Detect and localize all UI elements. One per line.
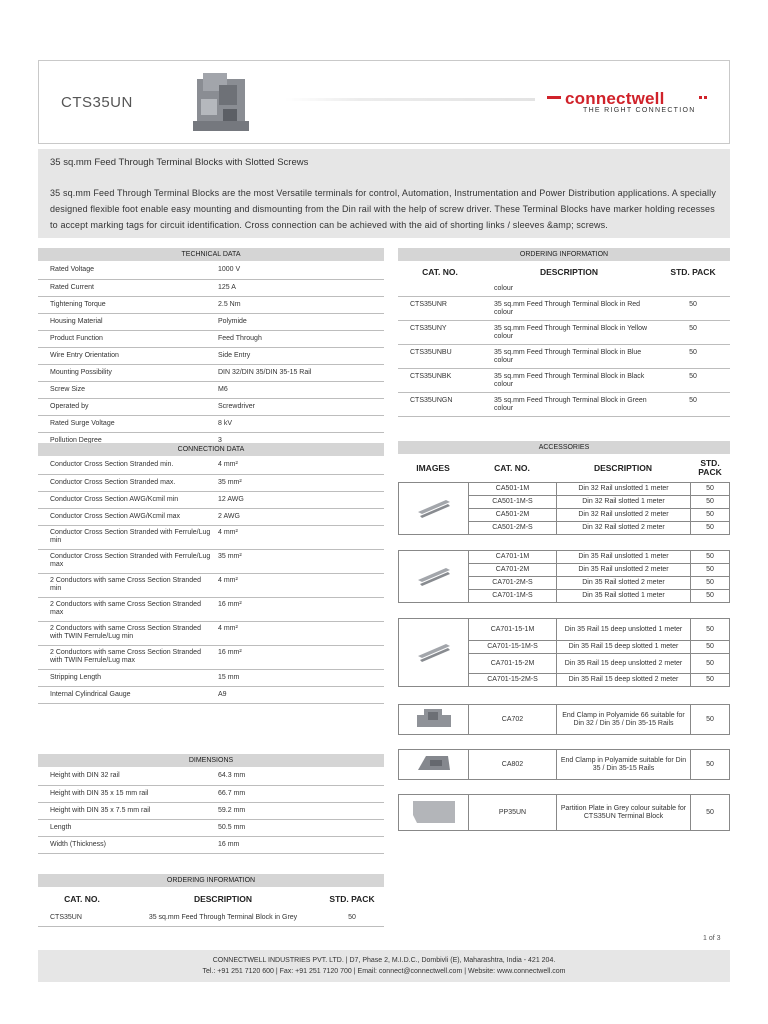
page-number: 1 of 3 — [703, 935, 721, 942]
col-images: IMAGES — [416, 463, 450, 473]
cell-desc: Din 32 Rail slotted 2 meter — [557, 522, 691, 535]
row-label: Height with DIN 35 x 7.5 mm rail — [38, 802, 212, 819]
connection-data-header: CONNECTION DATA — [38, 443, 384, 456]
row-value: 2.5 Nm — [212, 296, 384, 313]
table-row — [398, 392, 730, 416]
cell-pack: 50 — [691, 509, 730, 522]
cell-cat: CA701-1M-S — [469, 590, 557, 603]
col-std-pack: STD. PACK — [670, 267, 716, 277]
row-value: 16 mm — [212, 836, 384, 853]
row-label: Screw Size — [38, 381, 212, 398]
end-clamp-image — [399, 750, 469, 780]
cell-pack: 50 — [691, 483, 730, 496]
row-label: Stripping Length — [38, 669, 212, 686]
cell-pack: 50 — [691, 564, 730, 577]
cell-pack: 50 — [689, 348, 697, 356]
description-title: 35 sq.mm Feed Through Terminal Blocks with Slotted Screws — [50, 157, 309, 168]
row-label: Product Function — [38, 330, 212, 347]
product-code: CTS35UN — [61, 94, 133, 111]
row-value: Polymide — [212, 313, 384, 330]
table-row — [38, 836, 384, 853]
table-row — [38, 645, 384, 669]
row-value: 4 mm² — [212, 525, 384, 549]
table-row — [38, 364, 384, 381]
table-row — [38, 525, 384, 549]
table-row — [399, 483, 730, 496]
cell-cat: CTS35UNBK — [410, 372, 452, 380]
cell-cat: CA701-1M — [469, 551, 557, 564]
table-row — [399, 551, 730, 564]
row-label: Pollution Degree — [38, 432, 212, 449]
ordering-right-header: ORDERING INFORMATION — [398, 248, 730, 261]
col-description: DESCRIPTION — [193, 894, 253, 904]
table-row — [38, 573, 384, 597]
description-box — [38, 149, 730, 238]
table-row — [38, 669, 384, 686]
header-box — [38, 60, 730, 144]
terminal-block-image — [189, 69, 253, 135]
cell-pack: 50 — [689, 396, 697, 404]
cell-desc: 35 sq.mm Feed Through Terminal Block in Blue colour — [494, 348, 642, 364]
row-label: 2 Conductors with same Cross Section Stranded max — [38, 597, 212, 621]
table-row — [38, 474, 384, 491]
cell-pack: 50 — [691, 551, 730, 564]
table-row — [38, 802, 384, 819]
col-std-pack: STD. PACK — [698, 458, 722, 477]
cell-cat: CA701-15-1M-S — [469, 641, 557, 654]
cell-cat: CA701-15-2M-S — [469, 674, 557, 687]
cell-cat: CA501-1M-S — [469, 496, 557, 509]
table-row — [38, 457, 384, 474]
row-value: 66.7 mm — [212, 785, 384, 802]
table-row — [398, 368, 730, 392]
row-value: M6 — [212, 381, 384, 398]
row-value: 50.5 mm — [212, 819, 384, 836]
cell-desc: Din 32 Rail slotted 1 meter — [557, 496, 691, 509]
row-value: Feed Through — [212, 330, 384, 347]
col-std-pack: STD. PACK — [329, 894, 375, 904]
cell-cat: CA701-15-1M — [469, 619, 557, 641]
table-row — [38, 262, 384, 279]
table-row — [38, 313, 384, 330]
cell-cat: CTS35UNBU — [410, 348, 452, 356]
cell-pack: 50 — [691, 590, 730, 603]
cell-pack: 50 — [691, 522, 730, 535]
cell-desc: Din 35 Rail unslotted 1 meter — [557, 551, 691, 564]
cell-desc: Din 32 Rail unslotted 1 meter — [557, 483, 691, 496]
cell-pack: 50 — [691, 674, 730, 687]
din-rail-image — [399, 619, 469, 687]
row-value: Screwdriver — [212, 398, 384, 415]
partition-plate-image — [399, 795, 469, 831]
ordering-left-table — [38, 889, 384, 927]
row-label: Rated Voltage — [38, 262, 212, 279]
accessory-group-din32 — [398, 482, 730, 535]
row-label: 2 Conductors with same Cross Section Stranded with TWIN Ferrule/Lug min — [38, 621, 212, 645]
row-label: Conductor Cross Section AWG/Kcmil max — [38, 508, 212, 525]
table-row — [38, 415, 384, 432]
row-label: Height with DIN 35 x 15 mm rail — [38, 785, 212, 802]
lead-colour-text: colour — [494, 285, 514, 293]
cell-desc: 35 sq.mm Feed Through Terminal Block in Yellow colour — [494, 324, 648, 340]
row-label: Conductor Cross Section Stranded with Ferrule/Lug min — [38, 525, 212, 549]
table-row — [38, 491, 384, 508]
table-row — [38, 508, 384, 525]
cell-pack: 50 — [691, 577, 730, 590]
cell-desc: Din 35 Rail slotted 2 meter — [557, 577, 691, 590]
cell-desc: Din 35 Rail 15 deep slotted 1 meter — [557, 641, 691, 654]
accessory-group-din35 — [398, 550, 730, 603]
row-value: DIN 32/DIN 35/DIN 35-15 Rail — [212, 364, 384, 381]
ordering-left-header: ORDERING INFORMATION — [38, 874, 384, 887]
table-row: CTS35UN 35 sq.mm Feed Through Terminal Block in Grey 50 — [38, 909, 384, 926]
cell-cat: CA701-15-2M — [469, 654, 557, 674]
accessory-ca702: CA702 End Clamp in Polyamide 66 suitable for Din 32 / Din 35 / Din 35-15 Rails 50 — [398, 704, 730, 735]
technical-data-header: TECHNICAL DATA — [38, 248, 384, 261]
cell-desc: Din 35 Rail unslotted 2 meter — [557, 564, 691, 577]
cell-cat: CA701-2M — [469, 564, 557, 577]
cell-cat: CA501-1M — [469, 483, 557, 496]
cell-desc: Din 35 Rail 15 deep unslotted 2 meter — [557, 654, 691, 674]
cell-pack: 50 — [691, 654, 730, 674]
row-label: Height with DIN 32 rail — [38, 768, 212, 785]
cell-cat: CTS35UNY — [410, 324, 447, 332]
row-label: Mounting Possibility — [38, 364, 212, 381]
row-value: 64.3 mm — [212, 768, 384, 785]
col-cat-no: CAT. NO. — [64, 894, 100, 904]
accessory-pp35un: PP35UN Partition Plate in Grey colour suitable for CTS35UN Terminal Block 50 — [398, 794, 730, 831]
cell-desc: Din 35 Rail 15 deep unslotted 1 meter — [557, 619, 691, 641]
table-row — [398, 320, 730, 344]
table-row — [38, 330, 384, 347]
cell-desc: Din 35 Rail 15 deep slotted 2 meter — [557, 674, 691, 687]
dimensions-header: DIMENSIONS — [38, 754, 384, 767]
row-label: Housing Material — [38, 313, 212, 330]
col-cat-no: CAT. NO. — [422, 267, 458, 277]
row-value: 16 mm² — [212, 645, 384, 669]
row-value: 59.2 mm — [212, 802, 384, 819]
cell-pack: 50 — [691, 496, 730, 509]
cell-pack: 50 — [691, 619, 730, 641]
row-value: 125 A — [212, 279, 384, 296]
company-logo — [547, 89, 727, 119]
row-value: 35 mm² — [212, 474, 384, 491]
row-label: Wire Entry Orientation — [38, 347, 212, 364]
table-row — [38, 381, 384, 398]
row-value: A9 — [212, 686, 384, 703]
row-label: Conductor Cross Section AWG/Kcmil min — [38, 491, 212, 508]
dimensions-table — [38, 768, 384, 854]
accessories-column-headers — [398, 456, 730, 480]
footer-contact: Tel.: +91 251 7120 600 | Fax: +91 251 7120 700 | Email: connect@connectwell.com | Website: www.connectwell.com — [202, 968, 566, 975]
cell-cat: CA701-2M-S — [469, 577, 557, 590]
cell-cat: CTS35UNGN — [410, 396, 453, 404]
table-row — [398, 296, 730, 320]
cell-desc: 35 sq.mm Feed Through Terminal Block in Red colour — [494, 300, 641, 316]
row-label: Conductor Cross Section Stranded max. — [38, 474, 212, 491]
footer — [38, 950, 730, 982]
din-rail-image — [399, 483, 469, 535]
row-label: Tightening Torque — [38, 296, 212, 313]
col-description: DESCRIPTION — [593, 463, 653, 473]
table-row — [38, 785, 384, 802]
cell-cat: CA501-2M — [469, 509, 557, 522]
row-value: 4 mm² — [212, 621, 384, 645]
logo-tagline: THE RIGHT CONNECTION — [583, 107, 696, 114]
col-description: DESCRIPTION — [539, 267, 599, 277]
accessories-header: ACCESSORIES — [398, 441, 730, 454]
row-value: 15 mm — [212, 669, 384, 686]
row-label: Operated by — [38, 398, 212, 415]
row-value: 16 mm² — [212, 597, 384, 621]
description-body: 35 sq.mm Feed Through Terminal Blocks are the most Versatile terminals for control, Automation, Instrumentation and Power Distribution applications. A specially designed flexible foot enable easy mounting and dismounting from the Din rail with the help of screw driver. These Terminal Blocks have marker holding recesses to accept marking tags for circuit identification. Cross connection can be achieved with the aid of shorting links / sleeves &amp; screws. — [50, 188, 716, 230]
cell-desc: Din 32 Rail unslotted 2 meter — [557, 509, 691, 522]
cell-cat: CA501-2M-S — [469, 522, 557, 535]
cell-desc: Din 35 Rail slotted 1 meter — [557, 590, 691, 603]
row-value: 4 mm² — [212, 457, 384, 474]
cell-desc: 35 sq.mm Feed Through Terminal Block in Black colour — [494, 372, 645, 388]
table-row — [38, 819, 384, 836]
table-row — [38, 347, 384, 364]
accessory-ca802: CA802 End Clamp in Polyamide suitable for Din 35 / Din 35-15 Rails 50 — [398, 749, 730, 780]
table-row — [38, 686, 384, 703]
cell-pack: 50 — [689, 324, 697, 332]
row-value: 35 mm² — [212, 549, 384, 573]
din-rail-image — [399, 551, 469, 603]
header-divider — [285, 98, 535, 101]
row-value: 4 mm² — [212, 573, 384, 597]
row-value: 3 — [212, 432, 384, 449]
cell-pack: 50 — [689, 372, 697, 380]
row-value: Side Entry — [212, 347, 384, 364]
cell-cat: CTS35UNR — [410, 300, 447, 308]
table-row — [38, 398, 384, 415]
accessory-group-din35-15 — [398, 618, 730, 687]
row-label: Internal Cylindrical Gauge — [38, 686, 212, 703]
table-row — [38, 597, 384, 621]
logo-text: connectwell — [565, 89, 665, 108]
row-value: 8 kV — [212, 415, 384, 432]
row-label: Conductor Cross Section Stranded with Ferrule/Lug max — [38, 549, 212, 573]
table-row — [38, 768, 384, 785]
row-label: Width (Thickness) — [38, 836, 212, 853]
row-label: 2 Conductors with same Cross Section Stranded min — [38, 573, 212, 597]
cell-pack: 50 — [691, 641, 730, 654]
row-label: Rated Current — [38, 279, 212, 296]
table-row — [399, 619, 730, 641]
table-row — [38, 296, 384, 313]
row-value: 2 AWG — [212, 508, 384, 525]
table-row — [38, 279, 384, 296]
technical-data-table — [38, 262, 384, 450]
end-clamp-image — [399, 705, 469, 735]
cell-pack: 50 — [689, 300, 697, 308]
row-value: 12 AWG — [212, 491, 384, 508]
row-label: Rated Surge Voltage — [38, 415, 212, 432]
connection-data-table — [38, 457, 384, 704]
footer-address: CONNECTWELL INDUSTRIES PVT. LTD. | D7, Phase 2, M.I.D.C., Dombivli (E), Maharashtra, India - 421 204. — [212, 957, 556, 964]
table-row — [38, 621, 384, 645]
row-label: Conductor Cross Section Stranded min. — [38, 457, 212, 474]
table-row — [398, 344, 730, 368]
ordering-right-table — [398, 262, 730, 417]
row-label: Length — [38, 819, 212, 836]
row-value: 1000 V — [212, 262, 384, 279]
row-label: 2 Conductors with same Cross Section Stranded with TWIN Ferrule/Lug max — [38, 645, 212, 669]
table-row — [38, 549, 384, 573]
cell-desc: 35 sq.mm Feed Through Terminal Block in Green colour — [494, 396, 647, 412]
col-cat-no: CAT. NO. — [494, 463, 530, 473]
